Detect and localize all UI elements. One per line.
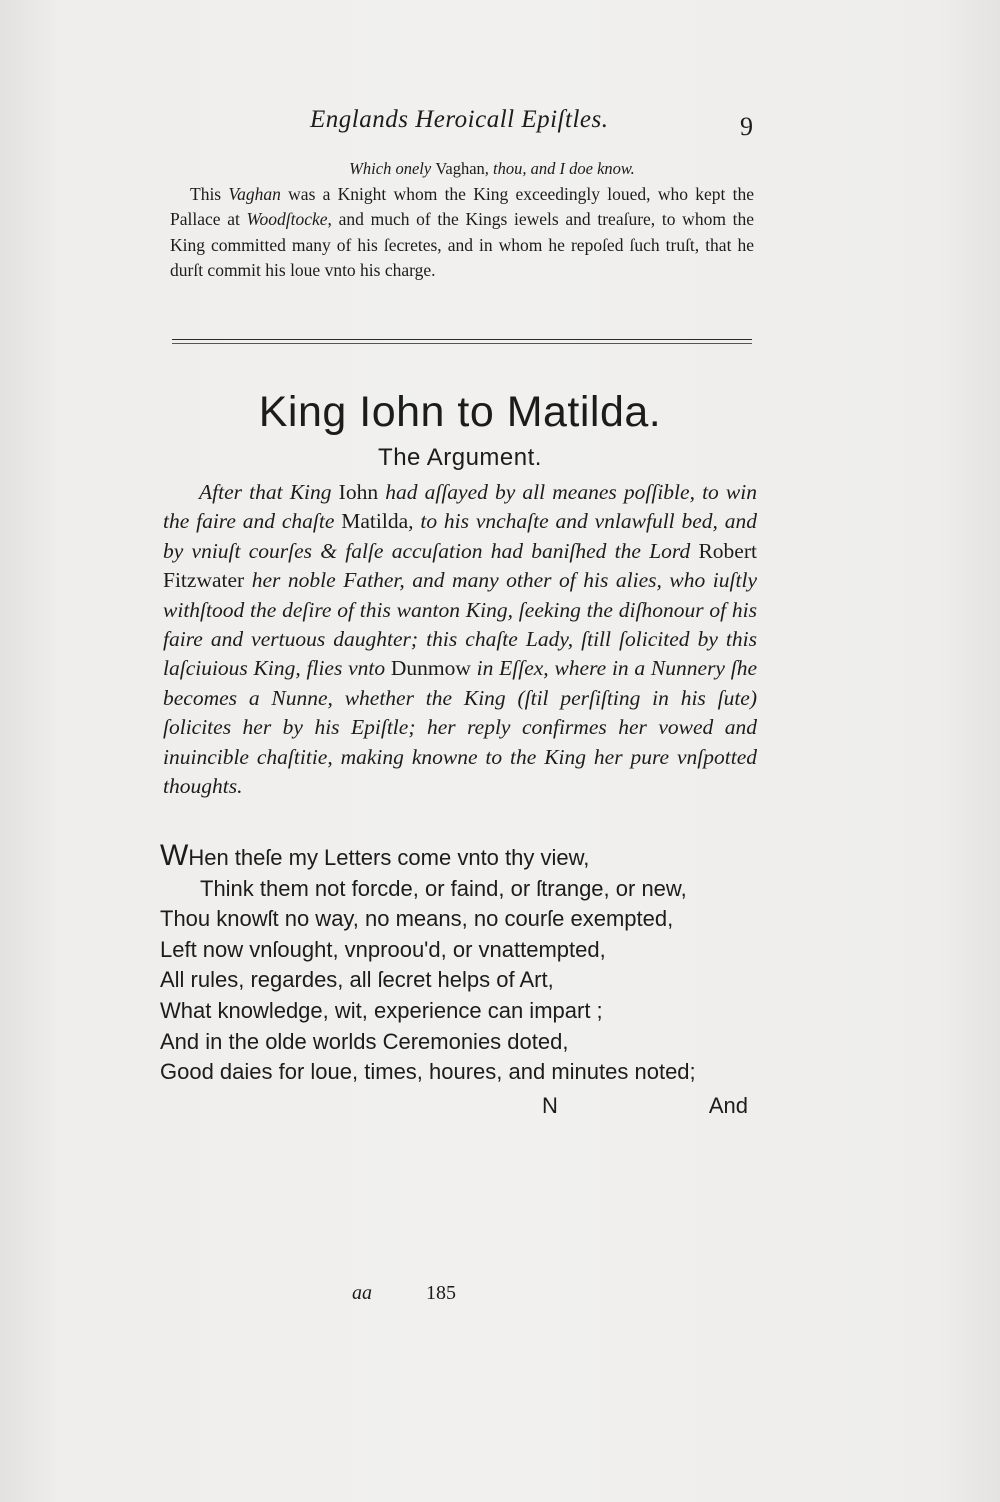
footer-signature: aa [352, 1282, 372, 1304]
poem-line: All rules, regardes, all ſecret helps of Art, [160, 967, 554, 993]
annotation-note [170, 156, 754, 284]
running-title: Englands Heroicall Epiſtles. [310, 106, 609, 133]
drop-cap: W [160, 839, 189, 872]
folio-number: 185 [426, 1282, 456, 1304]
argument-paragraph: After that King Iohn had aſſayed by all meanes poſſible, to win the faire and chaſte Matilda, to his vnchaſte and vnlawfull bed, and by vniuſt courſes & falſe accuſation had baniſhed the Lord Robert Fitzwater her noble Father, and many other of his alies, who iuſtly withſtood the deſire of this wanton King, ſeeking the diſhonour of his faire and vertuous daughter; this chaſte Lady, ſtill ſolicited by this laſciuious King, flies vnto Dunmow in Eſſex, where in a Nunnery ſhe becomes a Nunne, whether the King (ſtil perſiſting in his ſute) ſolicites her by his Epiſtle; her reply confirmes her vowed and inuincible chaſtitie, making knowne to the King her pure vnſpotted thoughts. [163, 480, 757, 799]
page-number: 9 [740, 112, 753, 141]
argument-heading: The Argument. [378, 444, 542, 471]
signature-mark: N [542, 1093, 558, 1118]
epistle-title: King Iohn to Matilda. [258, 388, 662, 436]
page-footer [340, 1282, 500, 1312]
poem-line: Thou knowſt no way, no means, no courſe exempted, [160, 906, 674, 932]
note-paragraph: This Vaghan was a Knight whom the King exceedingly loued, who kept the Pallace at Woodſtocke, and much of the Kings iewels and treaſure, to whom the King committed many of his ſecretes, and in whom he repoſed ſuch truſt, that he durſt commit his loue vnto his charge. [170, 183, 754, 280]
running-head [160, 106, 760, 146]
poem-line: What knowledge, wit, experience can impart ; [160, 997, 603, 1023]
catchline [160, 1093, 760, 1123]
poem-line: Think them not forcde, or faind, or ſtrange, or new, [200, 875, 687, 901]
poem-line: WHen theſe my Letters come vnto thy view, [160, 839, 590, 872]
poem-line: Good daies for loue, times, houres, and minutes noted; [160, 1059, 696, 1085]
catchword: And [708, 1093, 748, 1118]
poem-line: And in the olde worlds Ceremonies doted, [160, 1028, 569, 1054]
quoted-verse-line: Which onely Vaghan, thou, and I doe know. [349, 159, 635, 178]
poem [160, 839, 760, 1088]
poem-line: Left now vnſought, vnproou'd, or vnattempted, [160, 936, 606, 962]
section-divider [172, 339, 752, 340]
